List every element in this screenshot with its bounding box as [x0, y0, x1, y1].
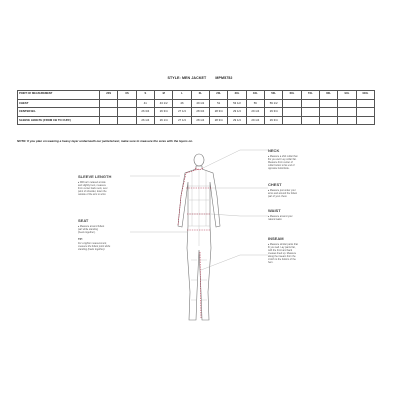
header-size: L: [173, 91, 191, 100]
label-seat: SEAT: [78, 218, 89, 223]
table-cell: 49 1/2: [191, 99, 209, 108]
row-label: SLEEVE LENGTH (FROM CB TO CUFF): [18, 116, 100, 125]
header-size: XS: [118, 91, 136, 100]
table-cell: 27 1/4: [173, 108, 191, 117]
table-cell: 28 3/4: [209, 108, 227, 117]
label-waist: WAIST: [268, 208, 281, 213]
table-cell: 29 1/4: [228, 108, 246, 117]
table-cell: 29 1/4: [246, 116, 264, 125]
svg-text:with the front and back: with the front and back: [268, 249, 293, 252]
svg-text:▸ Measure similar pants that: ▸ Measure similar pants that: [268, 243, 298, 246]
table-cell: 51: [209, 99, 227, 108]
text-inseam: [268, 243, 298, 264]
header-size: 10XL: [356, 91, 374, 100]
header-size: M: [154, 91, 172, 100]
table-cell: 29 1/4: [228, 116, 246, 125]
table-cell: 28 3/4: [209, 116, 227, 125]
label-sleeve: SLEEVE LENGTH: [78, 174, 112, 179]
svg-text:measure the fullest point whil: measure the fullest point while: [78, 245, 111, 248]
svg-text:fit you well. Lay pants flat,: fit you well. Lay pants flat,: [268, 246, 296, 249]
svg-text:▸ Measure a shirt collar that: ▸ Measure a shirt collar that: [268, 155, 298, 158]
tip-label: TIP:: [78, 238, 83, 241]
svg-text:(heels together).: (heels together).: [78, 231, 96, 234]
svg-text:▸ Measure around fullest: ▸ Measure around fullest: [78, 225, 105, 228]
table-cell: 26 1/4: [154, 116, 172, 125]
text-waist: [268, 215, 293, 221]
svg-text:creases lined up. Measure: creases lined up. Measure: [268, 252, 297, 255]
table-cell: 29 1/4: [246, 108, 264, 117]
table-cell: 29 3/4: [264, 116, 282, 125]
header-size: XL: [191, 91, 209, 100]
svg-text:point of shoulder, down the: point of shoulder, down the: [78, 190, 107, 193]
text-neck: [268, 155, 298, 170]
table-cell: 43 1/2: [154, 99, 172, 108]
table-cell: 29 3/4: [264, 108, 282, 117]
svg-text:crotch to the bottom of the: crotch to the bottom of the: [268, 258, 296, 261]
svg-text:part of your chest.: part of your chest.: [268, 195, 288, 198]
svg-text:natural waist.: natural waist.: [268, 218, 283, 221]
header-point-of-measurement: POINT OF MEASUREMENT: [18, 91, 100, 100]
table-cell: 53 1/2: [228, 99, 246, 108]
header-size: 2XS: [100, 91, 118, 100]
text-sleeve: [78, 181, 108, 196]
text-chest: [268, 189, 297, 198]
svg-text:Measure from center of: Measure from center of: [268, 161, 293, 164]
table-cell: 28 1/4: [191, 116, 209, 125]
style-code: MPM5752: [215, 76, 233, 80]
row-label: CHEST: [18, 99, 100, 108]
header-size: 6XL: [283, 91, 301, 100]
table-cell: 56: [246, 99, 264, 108]
svg-text:part while standing: part while standing: [78, 228, 98, 231]
text-seat: [78, 225, 105, 234]
svg-text:opposite buttonhole.: opposite buttonhole.: [268, 167, 290, 170]
header-size: 4XL: [246, 91, 264, 100]
svg-text:outside of the arm to wrist.: outside of the arm to wrist.: [78, 193, 107, 196]
table-cell: 26 1/4: [136, 116, 154, 125]
header-size: S: [136, 91, 154, 100]
text-tip: [78, 242, 111, 251]
svg-text:fits you well. Lay collar flat: fits you well. Lay collar flat.: [268, 158, 297, 161]
label-inseam: INSEAM: [268, 236, 284, 241]
table-cell: 28 3/4: [191, 108, 209, 117]
table-cell: 59 1/2: [264, 99, 282, 108]
table-cell: 26 3/4: [154, 108, 172, 117]
label-neck: NECK: [268, 148, 280, 153]
svg-text:standing (heels together).: standing (heels together).: [78, 248, 106, 251]
table-cell: 26 3/4: [136, 108, 154, 117]
svg-text:hem.: hem.: [268, 261, 274, 264]
table-cell: 41: [136, 99, 154, 108]
header-size: 3XL: [228, 91, 246, 100]
svg-text:along the inseam from the: along the inseam from the: [268, 255, 296, 258]
svg-text:▸ With arm relaxed at side: ▸ With arm relaxed at side: [78, 181, 106, 184]
header-size: 9XL: [338, 91, 356, 100]
row-label: CENTER B/L: [18, 108, 100, 117]
table-cell: 27 1/4: [173, 116, 191, 125]
svg-text:arms and around the fullest: arms and around the fullest: [268, 192, 297, 195]
svg-text:For a tighter measurement,: For a tighter measurement,: [78, 242, 107, 245]
svg-text:collar button to far end of: collar button to far end of: [268, 164, 295, 167]
label-chest: CHEST: [268, 182, 282, 187]
header-size: 5XL: [264, 91, 282, 100]
svg-text:▸ Measure just under your: ▸ Measure just under your: [268, 189, 296, 192]
svg-text:▸ Measure around your: ▸ Measure around your: [268, 215, 293, 218]
body-figure: [178, 154, 220, 320]
measurement-lines: [178, 168, 212, 318]
table-cell: 46: [173, 99, 191, 108]
header-size: 2XL: [209, 91, 227, 100]
style-label: STYLE: MEN JACKET: [167, 76, 207, 80]
svg-text:and slightly bent, measure: and slightly bent, measure: [78, 184, 106, 187]
svg-text:from center back neck, over: from center back neck, over: [78, 187, 108, 190]
header-size: 7XL: [301, 91, 319, 100]
layer-note: NOTE: If you plan on wearing a heavy layer underneath our jackets/vest, make sure to measure the sizes with the layers on.: [17, 139, 194, 143]
header-size: 8XL: [319, 91, 337, 100]
